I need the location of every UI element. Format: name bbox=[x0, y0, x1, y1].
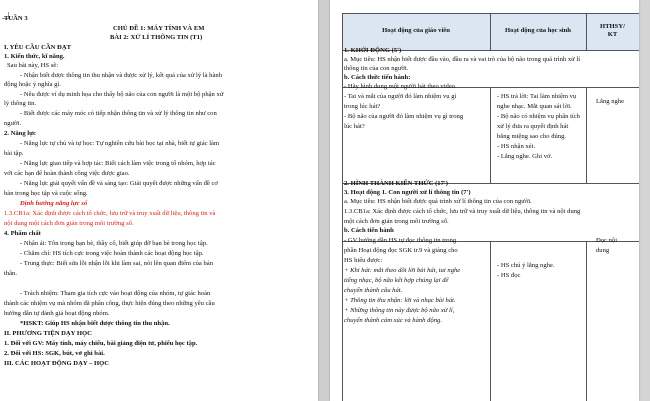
table-text-line: - HS đọc bbox=[497, 272, 521, 279]
text-line: - Chăm chỉ: HS tích cực trong việc hoàn thành các hoạt động học tập. bbox=[20, 250, 204, 257]
text-line: động hoặc ý nghĩa gì. bbox=[4, 81, 61, 88]
table-border bbox=[586, 13, 587, 50]
text-line: 2. Năng lực bbox=[4, 130, 36, 137]
table-text-line: phần Hoạt động đọc SGK tr.9 và giảng cho bbox=[344, 247, 458, 254]
table-text-line: - Lắng nghe. Ghi vở. bbox=[497, 153, 553, 160]
text-line: bản trong học tập và cuộc sống. bbox=[4, 190, 88, 197]
text-line: 4. Phẩm chất bbox=[4, 230, 41, 237]
text-line: nội dung một cách đơn giản trong môi trường số. bbox=[4, 220, 134, 227]
text-line: thân. bbox=[4, 270, 18, 277]
table-text-line: + Khi hát: mắt theo dõi lời bài hát, tai nghe bbox=[344, 267, 461, 274]
header-support-line1: HTHSY/ bbox=[600, 23, 625, 30]
table-text-line: 2. HÌNH THÀNH KIẾN THỨC (17') bbox=[344, 180, 448, 187]
table-text-line: + Những thông tin này được bộ não xử lí, bbox=[344, 307, 455, 314]
text-line: 2. Đối với HS: SGK, bút, vở ghi bài. bbox=[4, 350, 105, 357]
text-line: người. bbox=[4, 120, 22, 127]
table-text-line: lúc hát? bbox=[344, 123, 365, 130]
text-line: Định hướng năng lực số bbox=[20, 200, 88, 207]
table-text-line: chuyển thành câu hát. bbox=[344, 287, 403, 294]
document-page-left bbox=[0, 0, 318, 401]
table-text-line: a. Mục tiêu: HS nhận biết được quá trình xử lí thông tin của con người. bbox=[344, 198, 532, 205]
text-line: TUẦN 3 bbox=[4, 15, 28, 22]
table-text-line: - HS chú ý lắng nghe. bbox=[497, 262, 555, 269]
table-text-line: - Hãy hình dung một người hát theo video. bbox=[344, 83, 457, 90]
header-teacher: Hoạt động của giáo viên bbox=[382, 27, 450, 34]
table-border bbox=[586, 241, 587, 401]
table-text-line: HS hiểu được: bbox=[344, 257, 383, 264]
text-line: - Năng lực giao tiếp và hợp tác: Biết cách làm việc trong tổ nhóm, hợp tác bbox=[20, 160, 216, 167]
table-text-line: b. Cách thức tiến hành: bbox=[344, 74, 411, 81]
right-margin bbox=[639, 0, 650, 401]
table-text-line: - Bộ não của người đó làm nhiệm vụ gì trong bbox=[344, 113, 464, 120]
text-line: - Năng lực tự chủ và tự học: Tự nghiên cứu bài học tại nhà, biết tự giác làm bbox=[20, 140, 220, 147]
table-text-line: - GV hướng dẫn HS tự đọc thông tin trong bbox=[344, 237, 457, 244]
text-line: 1. Đối với GV: Máy tính, máy chiếu, bài giảng điện tử, phiếu học tập. bbox=[4, 340, 198, 347]
table-text-line: + Thông tin thu nhận: lời và nhạc bài hát. bbox=[344, 297, 456, 304]
table-text-line: Lắng nghe bbox=[596, 98, 625, 105]
text-line: - Năng lực giải quyết vấn đề và sáng tạo: Giải quyết được những vấn đề cơ bbox=[20, 180, 218, 187]
text-line: lý thông tin. bbox=[4, 100, 37, 107]
table-text-line: dung bbox=[596, 247, 610, 254]
text-line: CHỦ ĐỀ 1: MÁY TÍNH VÀ EM bbox=[113, 25, 205, 32]
table-text-line: chuyển thành cảm xúc và hành động. bbox=[344, 317, 442, 324]
text-line: I. YÊU CẦU CẦN ĐẠT bbox=[4, 44, 71, 51]
table-text-line: 1.3.CB1a: Xác định được cách tổ chức, lưu trữ và truy xuất dữ liệu, thông tin và nội dung bbox=[344, 208, 581, 215]
text-line: với các bạn để hoàn thành công việc được giao. bbox=[4, 170, 130, 177]
text-line: *HSKT: Giúp HS nhận biết được thông tin thu nhận. bbox=[20, 320, 170, 327]
table-text-line: b. Cách tiến hành bbox=[344, 227, 394, 234]
text-line: 1.3.CB1a: Xác định được cách tổ chức, lưu trữ và truy xuất dữ liệu, thông tin và bbox=[4, 210, 216, 217]
table-text-line: thông tin của con người. bbox=[344, 65, 409, 72]
table-text-line: 3. Hoạt động 1. Con người xử lí thông tin (7') bbox=[344, 189, 471, 196]
table-text-line: xử lý đưa ra quyết định hát bbox=[497, 123, 569, 130]
table-text-line: trong lúc hát? bbox=[344, 103, 381, 110]
text-line: - Trung thực: Biết sửa lỗi nhận lỗi khi làm sai, nói lên quan điểm của bản bbox=[20, 260, 214, 267]
text-line: Sau bài này, HS sẽ: bbox=[7, 62, 59, 69]
text-line: - Biết được các máy móc có tiếp nhận thông tin và xử lý thông tin như con bbox=[20, 110, 217, 117]
text-line: II. PHƯƠNG TIỆN DẠY HỌC bbox=[4, 330, 92, 337]
text-line: - Nêu được ví dụ minh họa cho thấy bộ não của con người là một bộ phận xử bbox=[20, 91, 224, 98]
table-border bbox=[490, 87, 491, 183]
table-text-line: 1. KHỞI ĐỘNG (5') bbox=[344, 47, 402, 54]
table-border bbox=[490, 241, 491, 401]
text-line: hướng dẫn tự đánh giá hoạt động nhóm. bbox=[4, 310, 110, 317]
text-line: - Nhận biết được thông tin thu nhận và được xử lý, kết quả của xử lý là hành bbox=[20, 72, 223, 79]
table-text-line: - HS nhận xét. bbox=[497, 143, 536, 150]
table-text-line: a. Mục tiêu: HS nhận biết được đầu vào, đầu ra và vai trò của bộ não trong quá trình xử lí bbox=[344, 56, 581, 63]
document-page-right bbox=[330, 0, 639, 401]
text-line: BÀI 2: XỬ LÍ THÔNG TIN (T1) bbox=[110, 34, 203, 41]
text-line: bài tập. bbox=[4, 150, 24, 157]
table-text-line: tiếng nhạc, bộ não kết hợp chúng lại để bbox=[344, 277, 449, 284]
text-line: 1. Kiến thức, kĩ năng. bbox=[4, 53, 65, 60]
page-gutter bbox=[318, 0, 330, 401]
text-line: III. CÁC HOẠT ĐỘNG DẠY – HỌC bbox=[4, 360, 109, 367]
table-border bbox=[490, 13, 491, 50]
text-line: - Nhân ái: Tôn trọng bạn bè, thầy cô, biết giúp đỡ bạn bè trong học tập. bbox=[20, 240, 208, 247]
text-line: thành các nhiệm vụ mà nhóm đã phân công, thực hiện đúng theo những yêu cầu bbox=[4, 300, 215, 307]
table-text-line: nghe nhạc. Mắt quan sát lời. bbox=[497, 103, 572, 110]
table-text-line: - HS trả lời: Tai làm nhiệm vụ bbox=[497, 93, 577, 100]
text-line: - Trách nhiệm: Tham gia tích cực vào hoạt động của nhóm, tự giác hoàn bbox=[20, 290, 211, 297]
header-support-line2: KT bbox=[607, 31, 618, 38]
table-text-line: một cách đơn giản trong môi trường số. bbox=[344, 218, 449, 225]
table-text-line: - Tai và mắt của người đó làm nhiệm vụ gì bbox=[344, 93, 457, 100]
table-text-line: - Bộ não có nhiệm vụ phân tích bbox=[497, 113, 580, 120]
table-border bbox=[342, 13, 343, 401]
table-text-line: Đọc nội bbox=[596, 237, 618, 244]
table-border bbox=[586, 87, 587, 183]
table-text-line: bằng miệng sao cho đúng. bbox=[497, 133, 567, 140]
header-student: Hoạt động của học sinh bbox=[505, 27, 571, 34]
